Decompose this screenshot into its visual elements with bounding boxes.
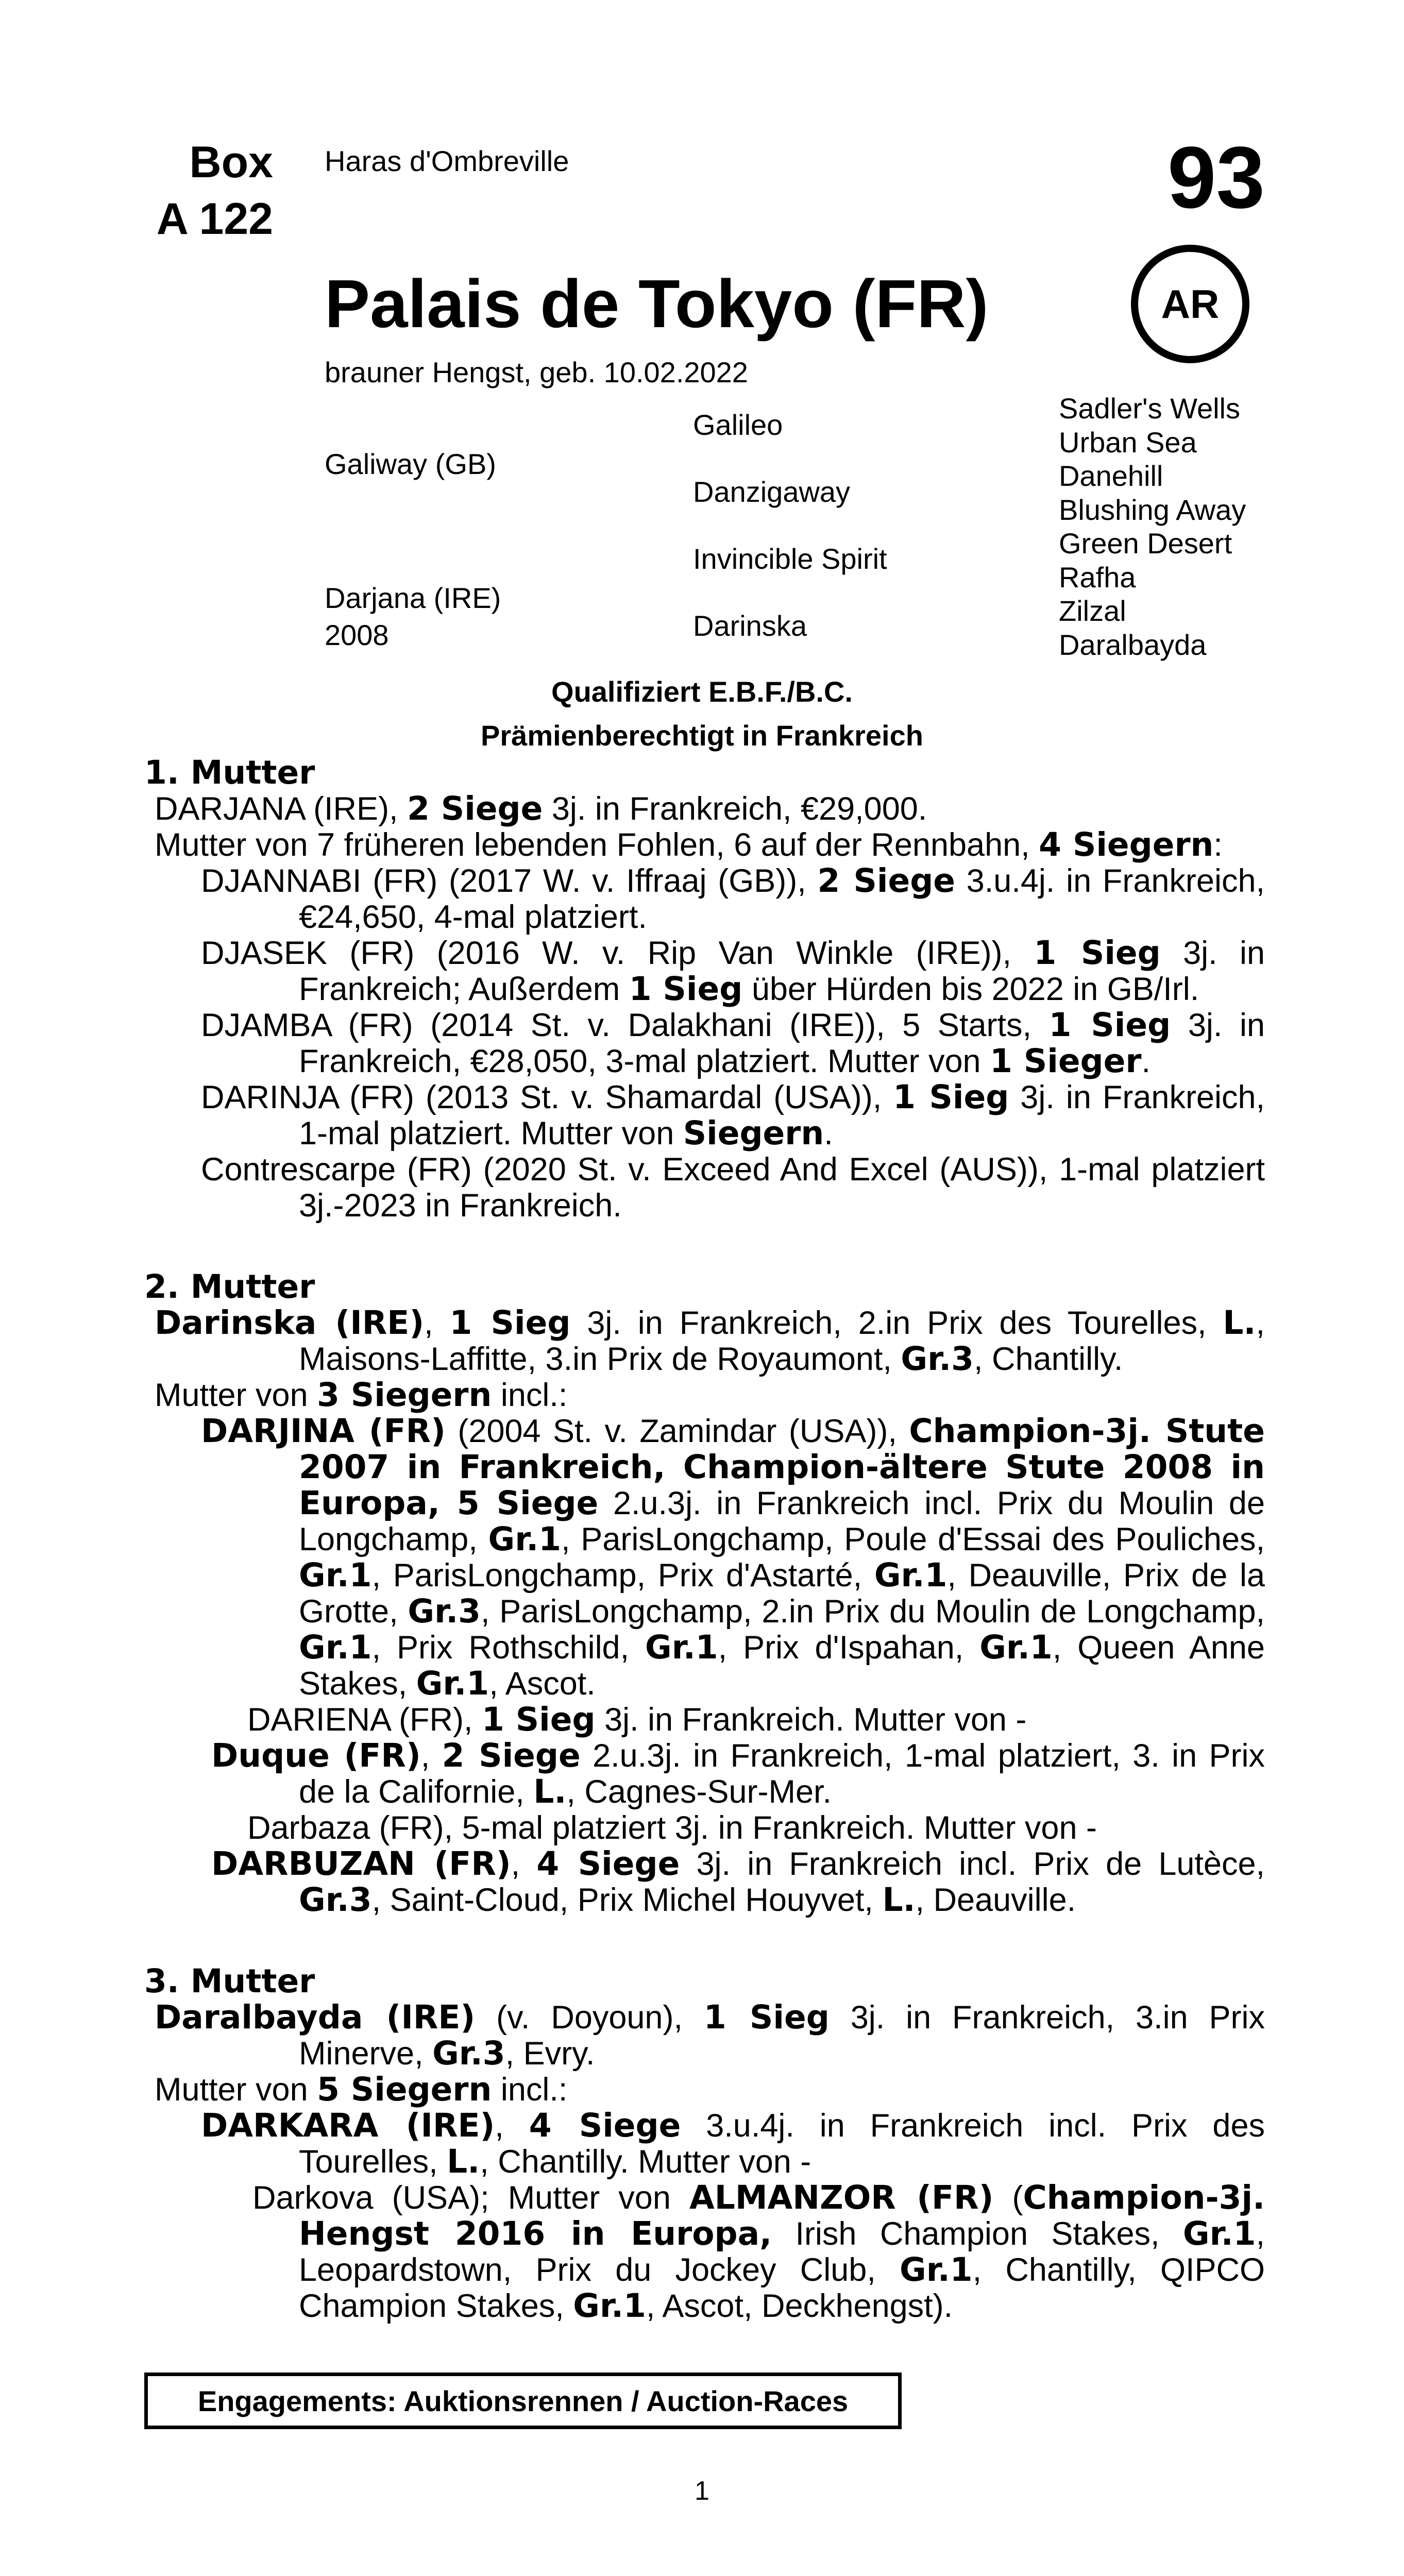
family-entry	[144, 2072, 1265, 2108]
bold-text: Gr.1	[299, 1629, 372, 1666]
bold-text: L.	[1223, 1304, 1256, 1342]
text-run: , Queen Anne Stakes,	[299, 1630, 1265, 1702]
text-run: .	[824, 1115, 833, 1151]
text-run: 3j. in Frankreich, €29,000.	[543, 791, 927, 827]
engagements-label: Engagements: Auktionsrennen / Auction-Races	[197, 2384, 849, 2417]
pedigree-gen3-item: Daralbayda	[1059, 628, 1207, 661]
bold-text: L.	[447, 2143, 480, 2180]
text-run: 3j. in Frankreich. Mutter von -	[595, 1702, 1027, 1738]
bold-text: Darinska (IRE)	[155, 1304, 425, 1342]
family-entry	[144, 1007, 1265, 1079]
text-run: , ParisLongchamp, Prix d'Astarté,	[371, 1557, 874, 1594]
bold-text: Gr.1	[299, 1556, 372, 1594]
bold-text: 1 Sieg	[629, 970, 743, 1008]
bold-text: Gr.3	[901, 1340, 974, 1378]
horse-description: brauner Hengst, geb. 10.02.2022	[325, 356, 748, 388]
text-run: Darbaza (FR), 5-mal platziert 3j. in Frankreich. Mutter von -	[247, 1810, 1097, 1846]
section-heading: 3. Mutter	[144, 1962, 315, 2000]
bold-text: 1 Sieg	[703, 1998, 830, 2036]
bold-text: Champion-3j. Stute 2007 in Frankreich, Champion-ältere Stute 2008 in Europa, 5 Siege	[299, 1412, 1265, 1522]
text-run: ,	[424, 1305, 450, 1341]
text-run: incl.:	[492, 2072, 568, 2108]
text-run: , ParisLongchamp, Poule d'Essai des Pouliches,	[561, 1521, 1265, 1557]
text-run: , Chantilly. Mutter von -	[480, 2144, 811, 2180]
family-entry	[144, 827, 1265, 863]
page-number: 1	[695, 2476, 709, 2506]
text-run: , Leopardstown, Prix du Jockey Club,	[299, 2216, 1265, 2288]
text-run: 3j. in Frankreich, 2.in Prix des Tourelles,	[570, 1305, 1223, 1341]
bold-text: Gr.3	[299, 1881, 372, 1919]
text-run: , Cagnes-Sur-Mer.	[566, 1774, 832, 1810]
text-run: , Deauville.	[915, 1882, 1076, 1918]
text-run: 3j. in Frankreich, 1-mal platziert. Mutter von	[299, 1079, 1265, 1151]
bold-text: Gr.1	[900, 2251, 973, 2289]
text-run: (2004 St. v. Zamindar (USA)),	[445, 1413, 909, 1449]
text-run: , Maisons-Laffitte, 3.in Prix de Royaumont,	[299, 1305, 1265, 1377]
text-run: Darkova (USA); Mutter von	[252, 2180, 689, 2216]
section-heading: 2. Mutter	[144, 1268, 315, 1306]
text-run: , Evry.	[505, 2036, 595, 2072]
text-run: , Prix Rothschild,	[371, 1630, 646, 1666]
text-run: , Ascot.	[489, 1666, 596, 1702]
bold-text: 5 Siegern	[317, 2071, 492, 2108]
section-heading: 1. Mutter	[144, 754, 315, 791]
section-gap	[144, 1918, 1265, 1963]
family-entry	[144, 1702, 1265, 1738]
text-run: incl.:	[492, 1377, 568, 1413]
farm-name: Haras d'Ombreville	[325, 145, 569, 177]
pedigree-gen3-item: Sadler's Wells	[1059, 392, 1240, 425]
lot-number: 93	[1167, 129, 1265, 227]
bold-text: Duque (FR)	[211, 1737, 421, 1774]
bold-text: Gr.1	[979, 1629, 1053, 1666]
text-run: Mutter von	[155, 2072, 317, 2108]
text-run: 2.u.3j. in Frankreich incl. Prix du Moulin de Longchamp,	[299, 1485, 1265, 1557]
ar-badge	[1131, 245, 1249, 363]
text-run: , Chantilly.	[973, 1341, 1123, 1377]
text-run: , Deauville, Prix de la Grotte,	[299, 1557, 1265, 1630]
text-run: 3j. in Frankreich; Außerdem	[299, 935, 1265, 1007]
family-entry	[144, 935, 1265, 1007]
bold-text: L.	[882, 1881, 916, 1919]
bold-text: ALMANZOR (FR)	[689, 2179, 994, 2216]
family-entry	[144, 791, 1265, 827]
text-run: :	[1213, 827, 1223, 863]
bold-text: 4 Siege	[529, 2107, 681, 2144]
text-run: , Ascot, Deckhengst).	[646, 2288, 953, 2324]
text-run: (	[993, 2180, 1023, 2216]
bold-text: DARKARA (IRE)	[201, 2107, 495, 2144]
pedigree-gen2-sire-dam: Danzigaway	[693, 476, 851, 508]
bold-text: 1 Sieg	[482, 1701, 596, 1738]
bold-text: 4 Siege	[536, 1845, 680, 1883]
bold-text: Gr.1	[416, 1665, 489, 1702]
text-run: Irish Champion Stakes,	[772, 2216, 1183, 2252]
pedigree-gen3-item: Blushing Away	[1059, 493, 1246, 526]
family-entry	[144, 2108, 1265, 2180]
horse-name: Palais de Tokyo (FR)	[325, 266, 989, 342]
box-line1: Box	[189, 138, 273, 187]
text-run: .	[1141, 1043, 1151, 1079]
box-number: A 122	[156, 194, 273, 244]
text-run: DJANNABI (FR) (2017 W. v. Iffraaj (GB)),	[201, 863, 818, 899]
pedigree-gen2-sire-sire: Galileo	[693, 409, 783, 441]
bold-text: 4 Siegern	[1039, 826, 1214, 863]
bold-text: Gr.1	[488, 1520, 562, 1558]
bold-text: 2 Siege	[817, 862, 956, 900]
bold-text: 2 Siege	[442, 1737, 581, 1774]
text-run: DJAMBA (FR) (2014 St. v. Dalakhani (IRE)), 5 Starts,	[201, 1007, 1049, 1043]
bold-text: 1 Sieger	[990, 1042, 1142, 1080]
text-run: Contrescarpe (FR) (2020 St. v. Exceed And Excel (AUS)), 1-mal platziert 3j.-2023 in Frankreich.	[201, 1151, 1265, 1224]
box-label	[144, 134, 273, 247]
qualification-ebf: Qualifiziert E.B.F./B.C.	[551, 675, 853, 708]
family-entry	[144, 1738, 1265, 1810]
bold-text: Gr.1	[874, 1556, 948, 1594]
text-run: Mutter von	[155, 1377, 317, 1413]
family-entry	[144, 1377, 1265, 1413]
pedigree-dam: Darjana (IRE)	[325, 582, 501, 614]
family-entry	[144, 1151, 1265, 1224]
text-run: ,	[420, 1738, 442, 1774]
text-run: , Saint-Cloud, Prix Michel Houyvet,	[371, 1882, 883, 1918]
family-entry	[144, 1810, 1265, 1846]
text-run: 3.u.4j. in Frankreich, €24,650, 4-mal platziert.	[299, 863, 1265, 935]
pedigree-gen3	[1059, 392, 1246, 662]
family-entry	[144, 863, 1265, 935]
bold-text: Gr.1	[1182, 2215, 1256, 2252]
pedigree-gen2-dam-dam: Darinska	[693, 609, 807, 642]
text-run: DARIENA (FR),	[247, 1702, 482, 1738]
section-gap	[144, 1224, 1265, 1269]
pedigree-gen3-item: Green Desert	[1059, 527, 1232, 560]
bold-text: 3 Siegern	[317, 1376, 492, 1414]
bold-text: 1 Sieg	[1034, 934, 1161, 972]
text-run: ,	[511, 1846, 537, 1882]
dam-family-text	[144, 755, 1265, 2324]
text-run: (v. Doyoun),	[475, 1999, 704, 2036]
bold-text: 1 Sieg	[1048, 1006, 1171, 1044]
text-run: DJASEK (FR) (2016 W. v. Rip Van Winkle (IRE)),	[201, 935, 1034, 971]
pedigree-gen3-item: Danehill	[1059, 460, 1163, 492]
pedigree-gen3-item: Zilzal	[1059, 595, 1126, 627]
text-run: 2.u.3j. in Frankreich, 1-mal platziert, 3. in Prix de la Californie,	[299, 1738, 1265, 1810]
bold-text: DARJINA (FR)	[201, 1412, 446, 1450]
text-run: Mutter von 7 früheren lebenden Fohlen, 6 auf der Rennbahn,	[155, 827, 1039, 863]
bold-text: Daralbayda (IRE)	[155, 1998, 476, 2036]
bold-text: 2 Siege	[407, 790, 543, 827]
text-run: , Chantilly, QIPCO Champion Stakes,	[299, 2252, 1265, 2324]
bold-text: Siegern	[683, 1114, 824, 1152]
bold-text: Champion-3j. Hengst 2016 in Europa,	[299, 2179, 1265, 2252]
text-run: 3j. in Frankreich, €28,050, 3-mal platziert. Mutter von	[299, 1007, 1265, 1079]
bold-text: L.	[533, 1773, 567, 1810]
text-run: ,	[495, 2108, 529, 2144]
pedigree-gen3-item: Urban Sea	[1059, 426, 1197, 459]
bold-text: DARBUZAN (FR)	[211, 1845, 511, 1883]
text-run: DARJANA (IRE),	[155, 791, 408, 827]
text-run: 3.u.4j. in Frankreich incl. Prix des Tourelles,	[299, 2108, 1265, 2180]
bold-text: Gr.3	[432, 2035, 505, 2072]
bold-text: Gr.3	[408, 1592, 481, 1630]
pedigree-gen3-item: Rafha	[1059, 561, 1136, 594]
bold-text: 1 Sieg	[449, 1304, 571, 1342]
family-entry	[144, 1999, 1265, 2072]
pedigree-sire: Galiway (GB)	[325, 448, 496, 480]
family-entry	[144, 2180, 1265, 2324]
text-run: DARINJA (FR) (2013 St. v. Shamardal (USA)),	[201, 1079, 893, 1115]
family-entry	[144, 1413, 1265, 1702]
qualification-premium: Prämienberechtigt in Frankreich	[481, 719, 923, 752]
engagements-box	[144, 2372, 902, 2429]
family-entry	[144, 1079, 1265, 1151]
pedigree-dam-year: 2008	[325, 619, 389, 651]
family-entry	[144, 1305, 1265, 1377]
bold-text: Gr.1	[645, 1629, 718, 1666]
pedigree-gen2-dam-sire: Invincible Spirit	[693, 543, 887, 575]
family-entry	[144, 1846, 1265, 1918]
bold-text: 1 Sieg	[893, 1078, 1009, 1116]
text-run: 3j. in Frankreich incl. Prix de Lutèce,	[680, 1846, 1265, 1882]
text-run: , Prix d'Ispahan,	[718, 1630, 980, 1666]
text-run: 3j. in Frankreich, 3.in Prix Minerve,	[299, 1999, 1265, 2072]
ar-badge-label: AR	[1161, 281, 1220, 327]
text-run: über Hürden bis 2022 in GB/Irl.	[742, 971, 1199, 1007]
text-run: , ParisLongchamp, 2.in Prix du Moulin de Longchamp,	[480, 1594, 1265, 1630]
bold-text: Gr.1	[573, 2287, 646, 2325]
